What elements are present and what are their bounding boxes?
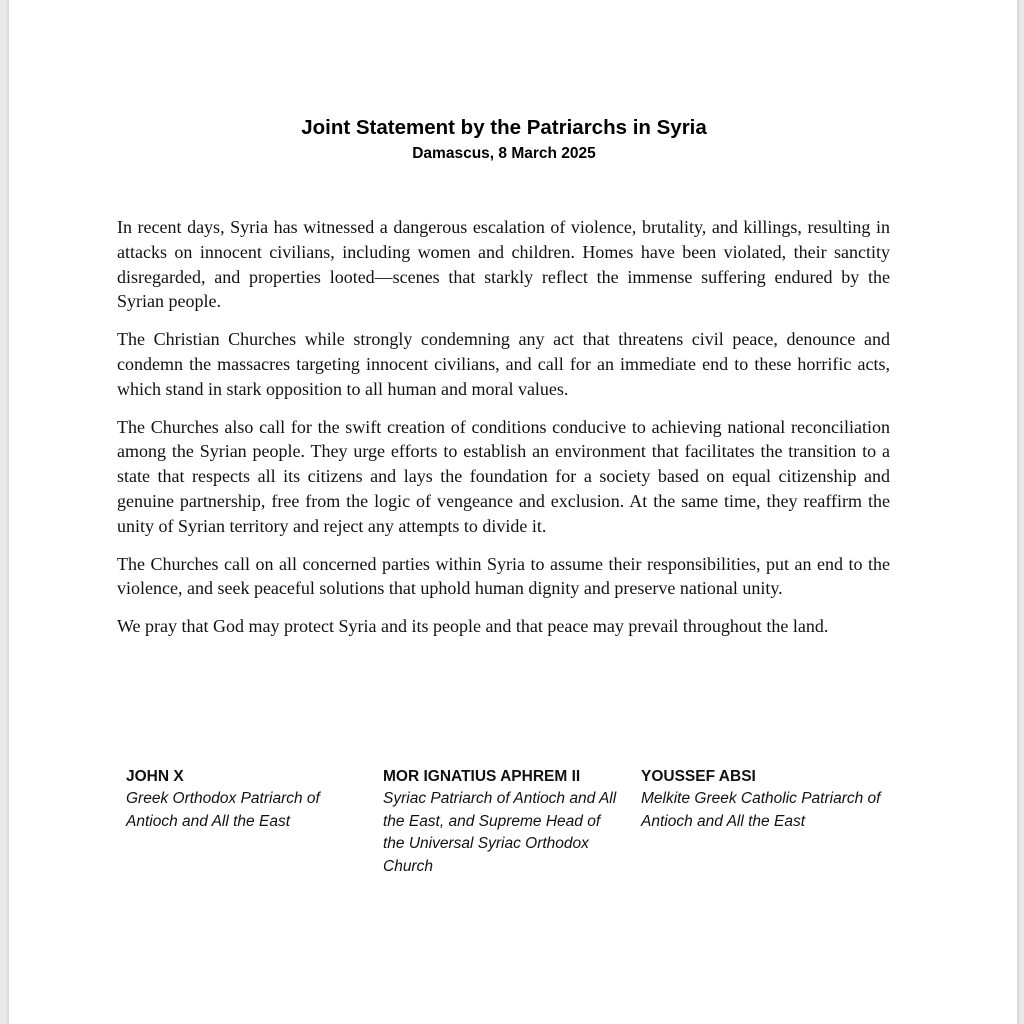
signatory-youssef-absi (641, 766, 881, 833)
signatory-mor-ignatius-aphrem (383, 766, 623, 878)
paragraph-2: The Christian Churches while strongly condemning any act that threatens civil peace, denounce and condemn the massacres targeting innocent civilians, and call for an immediate end to these horrific acts, which stand in stark opposition to all human and moral values. (117, 329, 890, 399)
signatory-name: JOHN X (126, 768, 184, 785)
signatory-john-x (126, 766, 366, 833)
statement-body (117, 215, 890, 652)
paragraph-1: In recent days, Syria has witnessed a dangerous escalation of violence, brutality, and killings, resulting in attacks on innocent civilians, including women and children. Homes have been violated, their sanctity disregarded, and properties looted—scenes that starkly reflect the immense suffering endured by the Syrian people. (117, 217, 890, 312)
paragraph-4: The Churches call on all concerned parties within Syria to assume their responsibilities, put an end to the violence, and seek peaceful solutions that uphold human dignity and preserve national unity. (117, 553, 890, 599)
document-title: Joint Statement by the Patriarchs in Syria (301, 116, 707, 139)
paragraph-5: We pray that God may protect Syria and its people and that peace may prevail throughout the land. (117, 616, 829, 637)
signatory-role: Melkite Greek Catholic Patriarch of Antioch and All the East (641, 790, 881, 830)
signatory-role: Syriac Patriarch of Antioch and All the East, and Supreme Head of the Universal Syriac Orthodox Church (383, 790, 617, 875)
paragraph-3: The Churches also call for the swift creation of conditions conducive to achieving national reconciliation among the Syrian people. They urge efforts to establish an environment that facilitates the transition to a state that respects all its citizens and lays the foundation for a society based on equal citizenship and genuine partnership, free from the logic of vengeance and exclusion. At the same time, they reaffirm the unity of Syrian territory and reject any attempts to divide it. (117, 416, 890, 536)
document-subtitle: Damascus, 8 March 2025 (412, 145, 596, 162)
signatory-role: Greek Orthodox Patriarch of Antioch and All the East (126, 790, 320, 830)
signatory-name: YOUSSEF ABSI (641, 768, 756, 785)
signatory-name: MOR IGNATIUS APHREM II (383, 768, 581, 785)
